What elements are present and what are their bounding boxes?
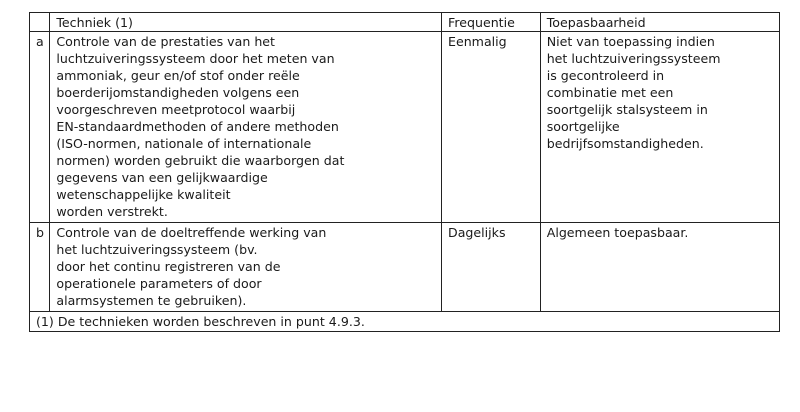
row-frequency: Eenmalig (442, 32, 541, 223)
row-applicability: Algemeen toepasbaar. (540, 223, 779, 312)
row-letter: a (30, 32, 50, 223)
row-frequency: Dagelijks (442, 223, 541, 312)
row-letter: b (30, 223, 50, 312)
header-frequency: Frequentie (442, 13, 541, 32)
row-technique: Controle van de prestaties van het luchtzuiveringssysteem door het meten van ammoniak, geur en/of stof onder reële boerderijomstandigheden volgens een voorgeschreven meetprotocol waarbij EN-standaardmethoden of andere methoden (ISO-normen, nationale of internationale normen) worden gebruikt die waarborgen dat gegevens van een gelijkwaardige wetenschappelijke kwaliteit worden verstrekt. (50, 32, 442, 223)
row-applicability: Niet van toepassing indien het luchtzuiveringssysteem is gecontroleerd in combinatie met een soortgelijk stalsysteem in soortgelijke bedrijfsomstandigheden. (540, 32, 779, 223)
footnote-row (30, 312, 780, 332)
row-technique: Controle van de doeltreffende werking van het luchtzuiveringssysteem (bv. door het continu registreren van de operationele parameters of door alarmsystemen te gebruiken). (50, 223, 442, 312)
table-footnote: (1) De technieken worden beschreven in punt 4.9.3. (30, 312, 780, 332)
table-row (30, 223, 780, 312)
header-applicability: Toepasbaarheid (540, 13, 779, 32)
techniques-table (29, 12, 780, 332)
header-technique: Techniek (1) (50, 13, 442, 32)
header-row (30, 13, 780, 32)
table-row (30, 32, 780, 223)
header-letter (30, 13, 50, 32)
